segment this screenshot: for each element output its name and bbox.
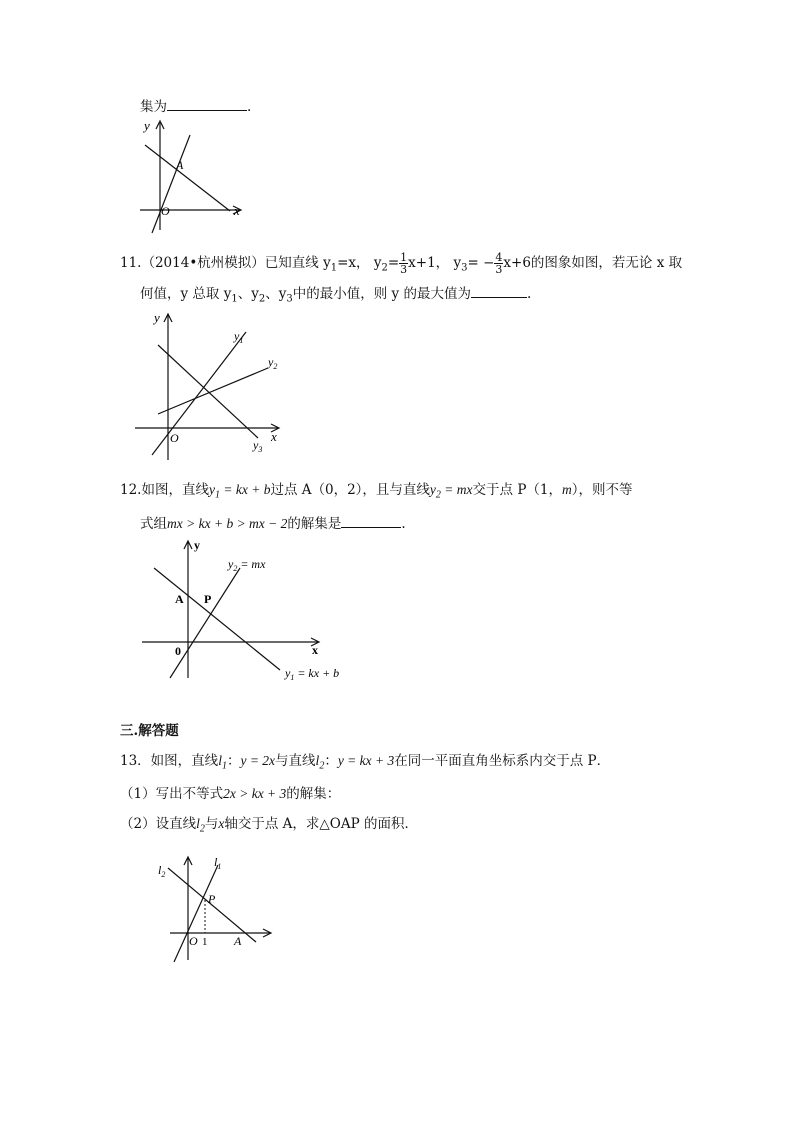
- label-x: x: [271, 429, 277, 444]
- label-origin: O: [161, 204, 170, 218]
- q13-line1: 13．如图，直线$l_1$：y = 2x与直线$l_2$：y = kx + 3在同一平面直角坐标系内交于点 P．: [120, 753, 611, 772]
- label-origin: 0: [175, 644, 181, 658]
- label-one: 1: [202, 936, 208, 948]
- answer-blank[interactable]: [167, 98, 247, 111]
- line-y2-mx: [170, 568, 240, 678]
- label-l1: $l_1$: [214, 855, 222, 871]
- q11-line1: 11.（2014•杭州模拟）已知直线 $y_1=x$， $y_2=$ $\frac{1}{3}$ x+1， $y_3=$ − $\frac{4}{3}$ x+6的图象如图，若无论 x 取: [120, 251, 683, 276]
- line-y3: [158, 345, 258, 438]
- label-point-a: A: [176, 158, 184, 172]
- q11-line2: 何值，y 总取 $y_1$、$y_2$、$y_3$中的最小值，则 y 的最大值为 .: [140, 286, 532, 305]
- label-point-p: P: [208, 892, 216, 906]
- label-x: x: [234, 203, 240, 218]
- answer-blank[interactable]: [471, 285, 527, 298]
- figure-q11: [130, 310, 290, 465]
- line-y1: [152, 332, 246, 455]
- label-y1-kx-b: $y_1$ = kx + b: [285, 666, 340, 682]
- label-y: y: [144, 118, 150, 133]
- label-y: y: [194, 538, 200, 552]
- label-x: x: [312, 643, 318, 657]
- figure-q10: [130, 115, 260, 240]
- figure-q13: [150, 850, 280, 970]
- label-y1: $y_1$: [234, 329, 244, 345]
- line-decreasing: [145, 145, 230, 211]
- label-y3: $y_3$: [253, 438, 263, 454]
- label-origin: O: [170, 431, 179, 445]
- label-point-a: A: [234, 934, 242, 948]
- label-origin: O: [189, 934, 198, 948]
- q10-tail: 集为 .: [140, 99, 252, 115]
- label-point-a: A: [175, 592, 184, 606]
- q12-line2: 式组mx > kx + b > mx − 2的解集是 .: [140, 516, 406, 532]
- label-y: y: [154, 310, 160, 325]
- fraction-one-third: $\frac{1}{3}$: [400, 251, 408, 276]
- line-increasing: [152, 135, 190, 233]
- label-y2-mx: $y_2$ = mx: [228, 557, 266, 573]
- label-l2: $l_2$: [158, 863, 166, 879]
- label-point-p: P: [204, 592, 212, 606]
- q10-text: 集为: [140, 99, 167, 115]
- section-heading: 三.解答题: [120, 723, 179, 739]
- q12-line1: 12.如图，直线$y_1$ = kx + b过点 A（0，2），且与直线$y_2$ = mx交于点 P（1，m），则不等: [120, 482, 633, 501]
- figure-q12: [140, 538, 355, 688]
- fraction-four-thirds: $\frac{4}{3}$: [495, 251, 503, 276]
- q13-part1: （1）写出不等式2x > kx + 3的解集：: [120, 786, 341, 802]
- label-y2: $y_2$: [268, 355, 278, 371]
- answer-blank[interactable]: [341, 515, 401, 528]
- q13-part2: （2）设直线$l_2$与x轴交于点 A，求△OAP 的面积．: [120, 816, 418, 835]
- line-y1-kx-b: [154, 568, 280, 670]
